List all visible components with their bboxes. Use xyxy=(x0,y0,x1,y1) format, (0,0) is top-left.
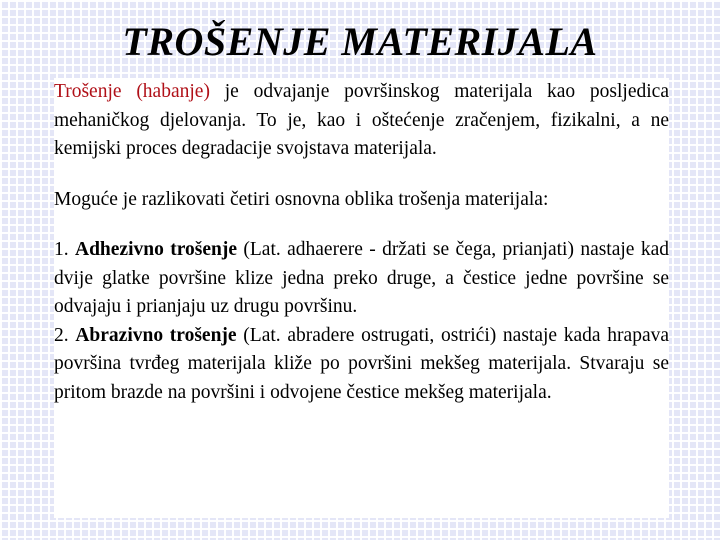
intro-term: Trošenje (habanje) xyxy=(54,81,210,102)
item-number: 2. xyxy=(54,324,76,346)
spacer xyxy=(54,164,669,186)
item-term: Abrazivno trošenje xyxy=(75,324,237,346)
item-adhesive-wear xyxy=(54,236,669,322)
spacer xyxy=(54,214,669,236)
subheading: Moguće je razlikovati četiri osnovna oblika trošenja materijala: xyxy=(54,188,549,210)
item-text: (Lat. abradere ostrugati, ostrići) nastaje kada hrapava površina tvrđeg materijala kliže po površini mekšeg materijala. Stvaraju se pritom brazde na površini i odvojene čestice mekšeg materijala. xyxy=(54,324,670,403)
intro-paragraph xyxy=(54,78,669,164)
content-area xyxy=(54,78,669,518)
item-number: 1. xyxy=(54,239,75,260)
slide-title: TROŠENJE MATERIJALA xyxy=(122,19,598,64)
item-abrasive-wear xyxy=(54,322,669,408)
intro-text: je odvajanje površinskog materijala kao posljedica mehaničkog djelovanja. To je, kao i oštećenje zračenjem, fizikalni, a ne kemijski proces degradacije svojstava materijala. xyxy=(54,81,669,159)
item-text: (Lat. adhaerere - držati se čega, prianjati) nastaje kad dvije glatke površine klize jedna preko druge, a čestice jedne površine se odvajaju i prianjaju uz drugu površinu. xyxy=(54,239,669,317)
item-term: Adhezivno trošenje xyxy=(75,239,238,260)
